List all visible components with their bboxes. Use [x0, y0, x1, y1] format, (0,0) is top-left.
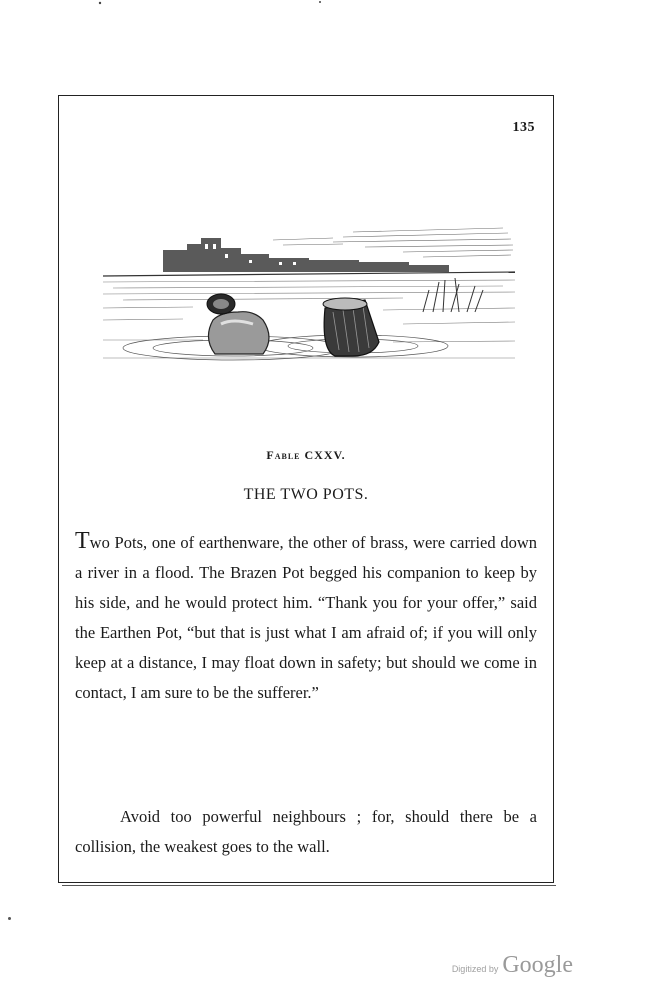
fable-body-text: wo Pots, one of earthenware, the other of brass, were carried down a river in a flood. The Brazen Pot begged his companion to keep by his side, and he would protect him. “Thank you for your offer,” said the Earthen Pot, “but that is just what I am afraid of; if you will only keep at a distance, I may float down in safety; but should we come in contact, I am sure to be the sufferer.” — [75, 533, 537, 702]
drop-capital: T — [75, 528, 90, 554]
watermark-prefix: Digitized by — [451, 964, 499, 974]
digitized-watermark — [452, 952, 573, 979]
page-number: 135 — [512, 120, 535, 135]
google-logo: Google — [502, 952, 573, 978]
distant-town — [163, 238, 449, 272]
sky-hatching — [273, 228, 513, 257]
page-border — [58, 95, 554, 883]
fable-moral: Avoid too powerful neighbours ; for, should there be a collision, the weakest goes to the wall. — [75, 807, 537, 856]
fable-title: THE TWO POTS. — [243, 486, 369, 503]
water-hatching — [103, 280, 515, 358]
engraving-illustration — [103, 220, 515, 380]
fable-body — [75, 526, 537, 708]
scan-speck — [8, 917, 11, 920]
earthen-pot — [207, 294, 269, 354]
fable-number: Fable CXXV. — [266, 448, 346, 462]
brazen-pot — [323, 298, 379, 356]
water-ripples — [123, 335, 448, 360]
reeds — [423, 278, 483, 312]
scan-specks — [80, 0, 380, 10]
